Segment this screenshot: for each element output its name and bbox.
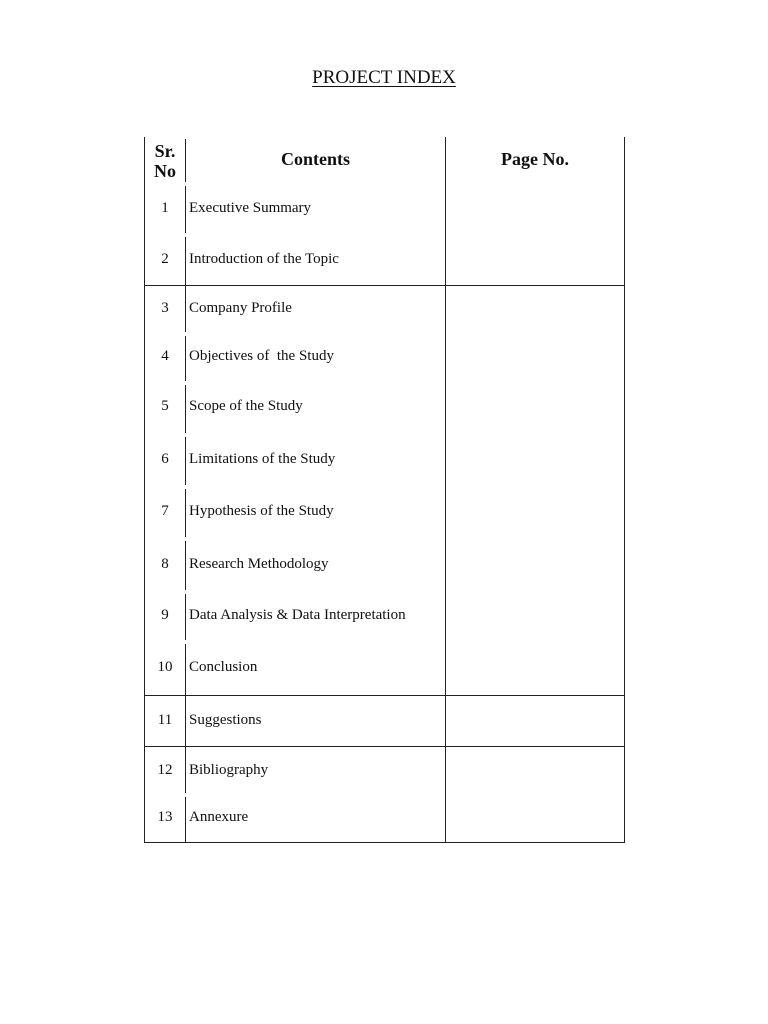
sr-divider-seg <box>185 489 186 537</box>
header-page-no: Page No. <box>501 149 569 169</box>
sr-divider-seg <box>185 594 186 640</box>
sr-divider-seg <box>185 286 186 332</box>
table-border-bottom <box>144 842 625 843</box>
page-title <box>0 67 768 89</box>
row-sr: 11 <box>157 712 173 728</box>
row-sr: 2 <box>161 251 169 267</box>
row-content: Scope of the Study <box>189 398 303 414</box>
row-sr: 12 <box>157 762 173 778</box>
sr-divider-seg <box>185 797 186 842</box>
header-contents: Contents <box>280 149 350 169</box>
row-sr: 3 <box>161 300 169 316</box>
header-sr-no: Sr. No <box>154 141 176 181</box>
table-separator-1 <box>144 285 625 286</box>
row-sr: 5 <box>161 398 169 414</box>
sr-divider-seg <box>185 237 186 285</box>
row-sr: 4 <box>161 348 169 364</box>
row-content: Hypothesis of the Study <box>189 503 334 519</box>
sr-divider-seg <box>185 186 186 233</box>
table-separator-2 <box>144 695 625 696</box>
sr-divider-seg <box>185 336 186 381</box>
sr-divider-seg <box>185 644 186 695</box>
row-content: Suggestions <box>189 712 262 728</box>
row-content: Conclusion <box>189 659 258 675</box>
row-content: Annexure <box>189 809 249 825</box>
sr-divider-seg <box>185 385 186 433</box>
page-title-text: PROJECT INDEX <box>312 67 456 88</box>
table-border-left <box>144 137 145 843</box>
sr-divider-seg <box>185 541 186 590</box>
table-separator-3 <box>144 746 625 747</box>
row-sr: 10 <box>157 659 173 675</box>
row-sr: 6 <box>161 451 169 467</box>
sr-divider-seg <box>185 747 186 793</box>
row-sr: 13 <box>157 809 173 825</box>
row-sr: 7 <box>161 503 169 519</box>
row-content: Executive Summary <box>189 200 312 216</box>
row-content: Research Methodology <box>189 556 329 572</box>
row-content: Bibliography <box>189 762 269 778</box>
row-content: Limitations of the Study <box>189 451 336 467</box>
row-sr: 9 <box>161 607 169 623</box>
row-content: Objectives of the Study <box>189 348 334 364</box>
sr-divider-seg <box>185 696 186 746</box>
sr-divider-seg <box>185 437 186 485</box>
row-content: Data Analysis & Data Interpretation <box>189 607 406 623</box>
row-content: Company Profile <box>189 300 292 316</box>
row-sr: 1 <box>161 200 169 216</box>
table-divider-page <box>445 137 446 843</box>
row-sr: 8 <box>161 556 169 572</box>
table-border-right <box>624 137 625 843</box>
row-content: Introduction of the Topic <box>189 251 339 267</box>
